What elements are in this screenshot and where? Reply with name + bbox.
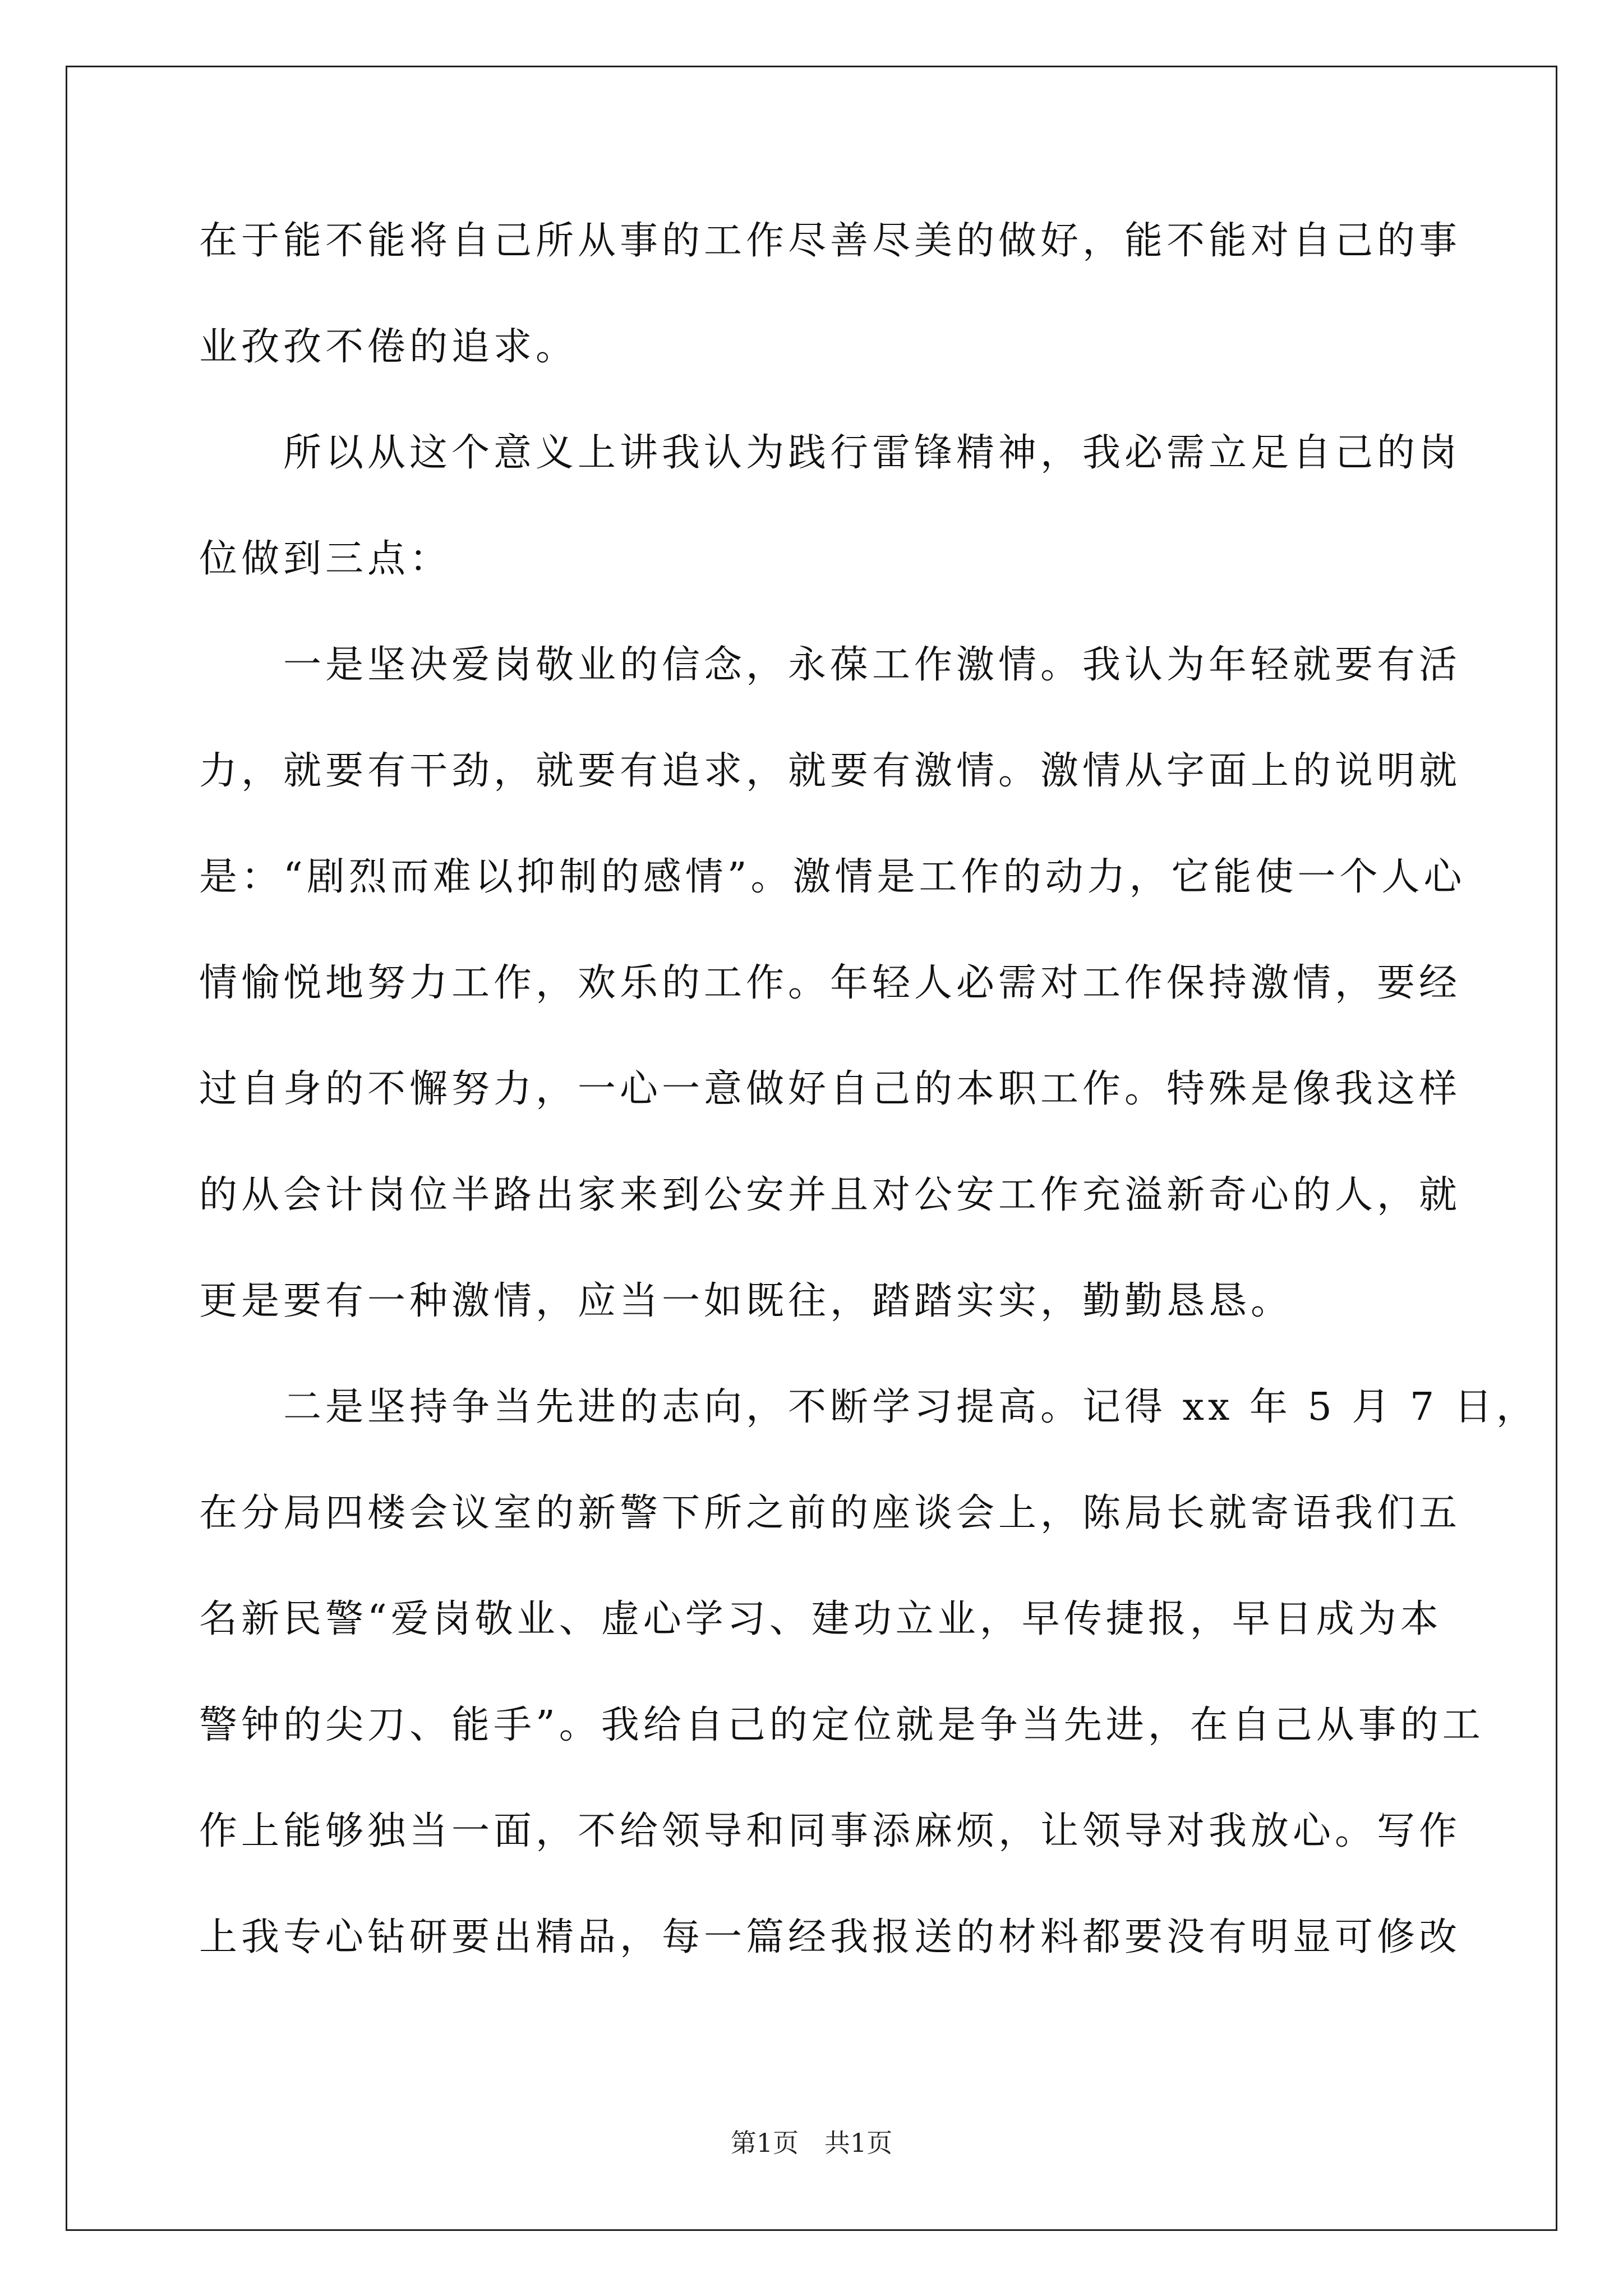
document-body	[199, 213, 1538, 2016]
text-line: 所以从这个意义上讲我认为践行雷锋精神，我必需立足自己的岗	[199, 431, 1461, 475]
text-line: 一是坚决爱岗敬业的信念，永葆工作激情。我认为年轻就要有活	[199, 643, 1461, 687]
text-line: 警钟的尖刀、能手”。我给自己的定位就是争当先进，在自己从事的工	[199, 1703, 1484, 1747]
text-line: 更是要有一种激情，应当一如既往，踏踏实实，勤勤恳恳。	[199, 1279, 1293, 1323]
text-line: 名新民警“爱岗敬业、虚心学习、建功立业，早传捷报，早日成为本	[199, 1597, 1442, 1641]
text-line: 位做到三点：	[199, 537, 452, 581]
text-line: 作上能够独当一面，不给领导和同事添麻烦，让领导对我放心。写作	[199, 1809, 1461, 1853]
text-line: 在分局四楼会议室的新警下所之前的座谈会上，陈局长就寄语我们五	[199, 1491, 1461, 1535]
text-line: 上我专心钻研要出精品，每一篇经我报送的材料都要没有明显可修改	[199, 1915, 1461, 1959]
text-line: 情愉悦地努力工作，欢乐的工作。年轻人必需对工作保持激情，要经	[199, 961, 1461, 1005]
text-line: 在于能不能将自己所从事的工作尽善尽美的做好，能不能对自己的事	[199, 219, 1461, 263]
text-line: 过自身的不懈努力，一心一意做好自己的本职工作。特殊是像我这样	[199, 1067, 1461, 1111]
text-line: 的从会计岗位半路出家来到公安并且对公安工作充溢新奇心的人，就	[199, 1173, 1461, 1217]
page-number-footer: 第1页 共1页	[730, 2128, 893, 2158]
text-line: 业孜孜不倦的追求。	[199, 325, 578, 369]
text-line: 二是坚持争当先进的志向，不断学习提高。记得 xx 年 5 月 7 日，	[199, 1385, 1538, 1429]
text-line: 是：“剧烈而难以抑制的感情”。激情是工作的动力，它能使一个人心	[199, 855, 1466, 899]
text-line: 力，就要有干劲，就要有追求，就要有激情。激情从字面上的说明就	[199, 749, 1461, 793]
